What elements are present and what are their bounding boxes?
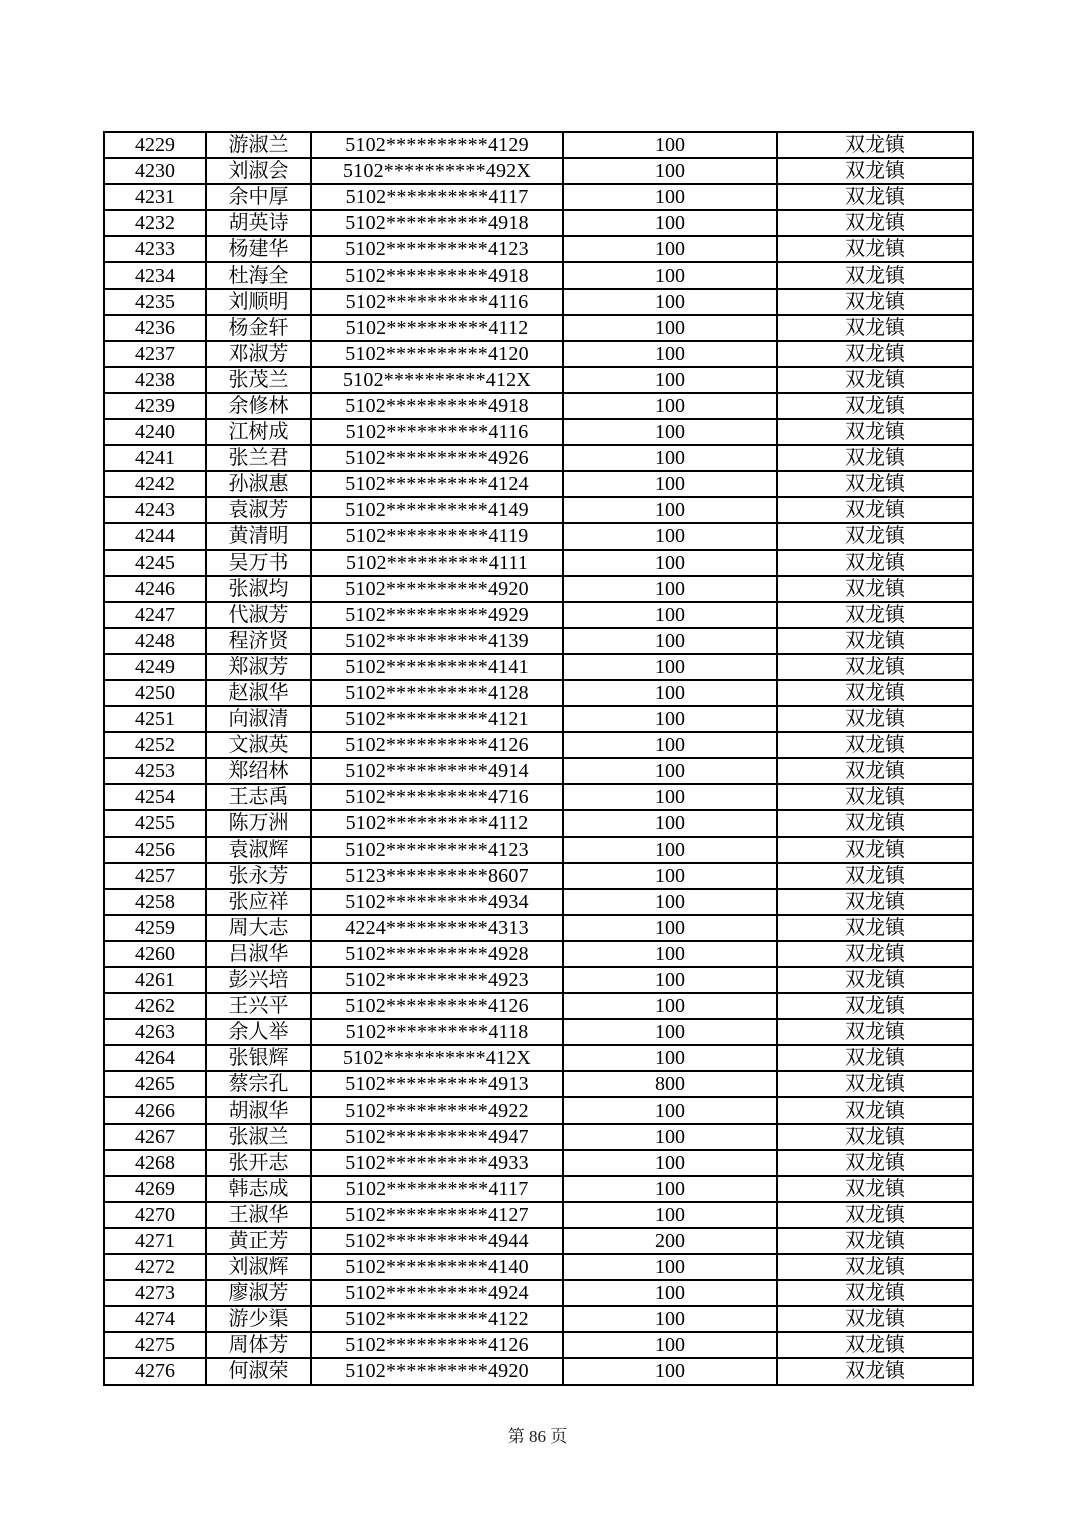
cell-id-number: 5102**********4140 (311, 1254, 563, 1280)
table-row (104, 732, 973, 758)
cell-id-number: 5102**********4933 (311, 1150, 563, 1176)
table-row (104, 1150, 973, 1176)
cell-serial-number: 4262 (104, 993, 206, 1019)
cell-id-number: 5102**********4126 (311, 1332, 563, 1358)
cell-id-number: 5102**********4716 (311, 784, 563, 810)
cell-person-name: 杨金轩 (206, 315, 311, 341)
cell-id-number: 5102**********4913 (311, 1071, 563, 1097)
cell-amount: 100 (563, 210, 777, 236)
cell-serial-number: 4242 (104, 471, 206, 497)
cell-serial-number: 4261 (104, 967, 206, 993)
table-row (104, 184, 973, 210)
table-row (104, 158, 973, 184)
cell-town: 双龙镇 (777, 1202, 973, 1228)
cell-town: 双龙镇 (777, 680, 973, 706)
cell-amount: 100 (563, 967, 777, 993)
cell-person-name: 黄清明 (206, 523, 311, 549)
cell-serial-number: 4236 (104, 315, 206, 341)
cell-serial-number: 4260 (104, 941, 206, 967)
cell-town: 双龙镇 (777, 1071, 973, 1097)
cell-serial-number: 4241 (104, 445, 206, 471)
cell-town: 双龙镇 (777, 1358, 973, 1384)
cell-town: 双龙镇 (777, 419, 973, 445)
cell-amount: 100 (563, 889, 777, 915)
cell-person-name: 蔡宗孔 (206, 1071, 311, 1097)
cell-amount: 100 (563, 132, 777, 158)
cell-person-name: 刘顺明 (206, 289, 311, 315)
cell-id-number: 5102**********4123 (311, 236, 563, 262)
cell-amount: 100 (563, 810, 777, 836)
cell-serial-number: 4268 (104, 1150, 206, 1176)
cell-person-name: 余人举 (206, 1019, 311, 1045)
cell-id-number: 5102**********4929 (311, 602, 563, 628)
cell-serial-number: 4265 (104, 1071, 206, 1097)
table-row (104, 1124, 973, 1150)
cell-id-number: 5102**********4914 (311, 758, 563, 784)
page-footer (0, 1422, 1075, 1447)
cell-person-name: 张兰君 (206, 445, 311, 471)
cell-town: 双龙镇 (777, 1332, 973, 1358)
table-row (104, 550, 973, 576)
cell-amount: 100 (563, 915, 777, 941)
table-row (104, 1332, 973, 1358)
cell-id-number: 5102**********4926 (311, 445, 563, 471)
cell-town: 双龙镇 (777, 706, 973, 732)
cell-person-name: 张应祥 (206, 889, 311, 915)
cell-amount: 100 (563, 654, 777, 680)
cell-amount: 100 (563, 236, 777, 262)
table-row (104, 758, 973, 784)
cell-id-number: 5102**********4918 (311, 262, 563, 288)
cell-town: 双龙镇 (777, 889, 973, 915)
table-row (104, 471, 973, 497)
table-row (104, 1280, 973, 1306)
cell-person-name: 韩志成 (206, 1176, 311, 1202)
table-row (104, 445, 973, 471)
cell-town: 双龙镇 (777, 967, 973, 993)
cell-person-name: 王志禹 (206, 784, 311, 810)
cell-person-name: 程济贤 (206, 628, 311, 654)
cell-person-name: 袁淑芳 (206, 497, 311, 523)
cell-amount: 100 (563, 262, 777, 288)
cell-town: 双龙镇 (777, 810, 973, 836)
cell-person-name: 胡英诗 (206, 210, 311, 236)
cell-id-number: 5102**********4112 (311, 810, 563, 836)
cell-id-number: 5102**********4141 (311, 654, 563, 680)
cell-person-name: 向淑清 (206, 706, 311, 732)
cell-town: 双龙镇 (777, 1019, 973, 1045)
cell-amount: 100 (563, 837, 777, 863)
cell-amount: 100 (563, 289, 777, 315)
cell-serial-number: 4250 (104, 680, 206, 706)
cell-serial-number: 4243 (104, 497, 206, 523)
cell-id-number: 5102**********492X (311, 158, 563, 184)
cell-person-name: 张银辉 (206, 1045, 311, 1071)
cell-town: 双龙镇 (777, 732, 973, 758)
cell-id-number: 5102**********4128 (311, 680, 563, 706)
cell-id-number: 5102**********4117 (311, 1176, 563, 1202)
cell-amount: 100 (563, 184, 777, 210)
table-row (104, 523, 973, 549)
table-body (104, 132, 973, 1385)
cell-amount: 100 (563, 523, 777, 549)
cell-amount: 100 (563, 1150, 777, 1176)
table-row (104, 262, 973, 288)
cell-person-name: 张淑均 (206, 576, 311, 602)
cell-id-number: 5102**********412X (311, 367, 563, 393)
table-row (104, 810, 973, 836)
cell-id-number: 5102**********4127 (311, 1202, 563, 1228)
cell-id-number: 5102**********4116 (311, 289, 563, 315)
cell-serial-number: 4248 (104, 628, 206, 654)
cell-serial-number: 4256 (104, 837, 206, 863)
cell-serial-number: 4231 (104, 184, 206, 210)
cell-person-name: 刘淑辉 (206, 1254, 311, 1280)
cell-id-number: 5102**********4120 (311, 341, 563, 367)
cell-amount: 100 (563, 576, 777, 602)
cell-amount: 100 (563, 863, 777, 889)
cell-amount: 100 (563, 497, 777, 523)
table-row (104, 1228, 973, 1254)
table-row (104, 576, 973, 602)
cell-town: 双龙镇 (777, 1176, 973, 1202)
cell-amount: 100 (563, 1045, 777, 1071)
cell-person-name: 孙淑惠 (206, 471, 311, 497)
cell-person-name: 游淑兰 (206, 132, 311, 158)
cell-serial-number: 4251 (104, 706, 206, 732)
cell-id-number: 5102**********4123 (311, 837, 563, 863)
cell-amount: 100 (563, 1202, 777, 1228)
cell-town: 双龙镇 (777, 158, 973, 184)
cell-amount: 100 (563, 1019, 777, 1045)
cell-town: 双龙镇 (777, 210, 973, 236)
cell-amount: 100 (563, 784, 777, 810)
cell-town: 双龙镇 (777, 654, 973, 680)
cell-id-number: 5102**********4119 (311, 523, 563, 549)
cell-town: 双龙镇 (777, 576, 973, 602)
cell-amount: 100 (563, 445, 777, 471)
cell-town: 双龙镇 (777, 863, 973, 889)
cell-amount: 100 (563, 1332, 777, 1358)
table-row (104, 1358, 973, 1384)
cell-person-name: 王淑华 (206, 1202, 311, 1228)
cell-serial-number: 4275 (104, 1332, 206, 1358)
table-row (104, 367, 973, 393)
cell-town: 双龙镇 (777, 1150, 973, 1176)
cell-amount: 100 (563, 419, 777, 445)
cell-amount: 200 (563, 1228, 777, 1254)
cell-person-name: 廖淑芳 (206, 1280, 311, 1306)
cell-town: 双龙镇 (777, 941, 973, 967)
cell-person-name: 杨建华 (206, 236, 311, 262)
cell-person-name: 余中厚 (206, 184, 311, 210)
cell-town: 双龙镇 (777, 550, 973, 576)
cell-town: 双龙镇 (777, 1228, 973, 1254)
cell-serial-number: 4234 (104, 262, 206, 288)
beneficiary-table (103, 131, 974, 1386)
cell-person-name: 彭兴培 (206, 967, 311, 993)
cell-id-number: 5102**********4924 (311, 1280, 563, 1306)
table-row (104, 837, 973, 863)
table-row (104, 236, 973, 262)
cell-town: 双龙镇 (777, 915, 973, 941)
table-row (104, 132, 973, 158)
cell-amount: 100 (563, 393, 777, 419)
cell-amount: 100 (563, 158, 777, 184)
cell-id-number: 5102**********4923 (311, 967, 563, 993)
table-row (104, 863, 973, 889)
cell-id-number: 5102**********4918 (311, 210, 563, 236)
table-row (104, 210, 973, 236)
cell-person-name: 胡淑华 (206, 1097, 311, 1123)
cell-id-number: 5102**********4928 (311, 941, 563, 967)
cell-amount: 100 (563, 315, 777, 341)
cell-id-number: 5102**********4118 (311, 1019, 563, 1045)
cell-person-name: 代淑芳 (206, 602, 311, 628)
cell-amount: 100 (563, 1124, 777, 1150)
cell-town: 双龙镇 (777, 184, 973, 210)
cell-amount: 100 (563, 628, 777, 654)
cell-town: 双龙镇 (777, 471, 973, 497)
table-row (104, 1045, 973, 1071)
cell-town: 双龙镇 (777, 628, 973, 654)
cell-serial-number: 4257 (104, 863, 206, 889)
cell-serial-number: 4240 (104, 419, 206, 445)
table-row (104, 315, 973, 341)
cell-serial-number: 4274 (104, 1306, 206, 1332)
cell-town: 双龙镇 (777, 262, 973, 288)
table-row (104, 1071, 973, 1097)
cell-town: 双龙镇 (777, 315, 973, 341)
cell-person-name: 何淑荣 (206, 1358, 311, 1384)
cell-id-number: 5102**********4126 (311, 993, 563, 1019)
table-row (104, 1202, 973, 1228)
cell-serial-number: 4238 (104, 367, 206, 393)
cell-person-name: 吴万书 (206, 550, 311, 576)
cell-town: 双龙镇 (777, 236, 973, 262)
table-row (104, 654, 973, 680)
cell-person-name: 文淑英 (206, 732, 311, 758)
table-row (104, 915, 973, 941)
table-row (104, 1306, 973, 1332)
cell-id-number: 5102**********4126 (311, 732, 563, 758)
cell-town: 双龙镇 (777, 289, 973, 315)
cell-serial-number: 4269 (104, 1176, 206, 1202)
cell-town: 双龙镇 (777, 1045, 973, 1071)
cell-id-number: 5102**********4149 (311, 497, 563, 523)
table-row (104, 497, 973, 523)
table-row (104, 993, 973, 1019)
cell-amount: 100 (563, 1176, 777, 1202)
table-row (104, 341, 973, 367)
cell-id-number: 4224**********4313 (311, 915, 563, 941)
cell-town: 双龙镇 (777, 1280, 973, 1306)
cell-person-name: 杜海全 (206, 262, 311, 288)
cell-person-name: 邓淑芳 (206, 341, 311, 367)
cell-person-name: 张茂兰 (206, 367, 311, 393)
cell-amount: 100 (563, 1280, 777, 1306)
cell-amount: 100 (563, 706, 777, 732)
cell-amount: 100 (563, 341, 777, 367)
cell-serial-number: 4230 (104, 158, 206, 184)
cell-town: 双龙镇 (777, 132, 973, 158)
table-row (104, 289, 973, 315)
table-row (104, 941, 973, 967)
cell-person-name: 王兴平 (206, 993, 311, 1019)
cell-id-number: 5102**********4920 (311, 576, 563, 602)
cell-serial-number: 4267 (104, 1124, 206, 1150)
cell-town: 双龙镇 (777, 367, 973, 393)
cell-serial-number: 4245 (104, 550, 206, 576)
cell-id-number: 5102**********4117 (311, 184, 563, 210)
cell-person-name: 赵淑华 (206, 680, 311, 706)
cell-serial-number: 4239 (104, 393, 206, 419)
cell-amount: 100 (563, 471, 777, 497)
cell-serial-number: 4264 (104, 1045, 206, 1071)
cell-amount: 100 (563, 732, 777, 758)
cell-town: 双龙镇 (777, 523, 973, 549)
cell-serial-number: 4263 (104, 1019, 206, 1045)
cell-id-number: 5123**********8607 (311, 863, 563, 889)
cell-amount: 100 (563, 602, 777, 628)
cell-id-number: 5102**********4947 (311, 1124, 563, 1150)
table-row (104, 889, 973, 915)
cell-town: 双龙镇 (777, 393, 973, 419)
cell-amount: 800 (563, 1071, 777, 1097)
cell-town: 双龙镇 (777, 1254, 973, 1280)
cell-id-number: 5102**********4918 (311, 393, 563, 419)
cell-id-number: 5102**********4934 (311, 889, 563, 915)
cell-serial-number: 4272 (104, 1254, 206, 1280)
cell-id-number: 5102**********4121 (311, 706, 563, 732)
cell-town: 双龙镇 (777, 993, 973, 1019)
cell-town: 双龙镇 (777, 1124, 973, 1150)
table-row (104, 1019, 973, 1045)
table-row (104, 967, 973, 993)
cell-id-number: 5102**********4122 (311, 1306, 563, 1332)
cell-id-number: 5102**********4129 (311, 132, 563, 158)
cell-person-name: 刘淑会 (206, 158, 311, 184)
cell-person-name: 游少渠 (206, 1306, 311, 1332)
table-row (104, 1176, 973, 1202)
cell-person-name: 张永芳 (206, 863, 311, 889)
cell-serial-number: 4235 (104, 289, 206, 315)
cell-person-name: 吕淑华 (206, 941, 311, 967)
cell-amount: 100 (563, 941, 777, 967)
cell-amount: 100 (563, 1306, 777, 1332)
cell-id-number: 5102**********4944 (311, 1228, 563, 1254)
cell-person-name: 江树成 (206, 419, 311, 445)
cell-town: 双龙镇 (777, 497, 973, 523)
cell-id-number: 5102**********4112 (311, 315, 563, 341)
table-row (104, 1097, 973, 1123)
cell-id-number: 5102**********4116 (311, 419, 563, 445)
cell-town: 双龙镇 (777, 837, 973, 863)
cell-town: 双龙镇 (777, 1097, 973, 1123)
table-row (104, 602, 973, 628)
cell-person-name: 周大志 (206, 915, 311, 941)
cell-amount: 100 (563, 1097, 777, 1123)
cell-id-number: 5102**********4124 (311, 471, 563, 497)
cell-amount: 100 (563, 550, 777, 576)
cell-town: 双龙镇 (777, 784, 973, 810)
cell-id-number: 5102**********4922 (311, 1097, 563, 1123)
cell-amount: 100 (563, 367, 777, 393)
cell-serial-number: 4276 (104, 1358, 206, 1384)
page-number: 第 86 页 (507, 1427, 568, 1446)
cell-serial-number: 4252 (104, 732, 206, 758)
cell-person-name: 袁淑辉 (206, 837, 311, 863)
cell-amount: 100 (563, 993, 777, 1019)
cell-serial-number: 4266 (104, 1097, 206, 1123)
cell-serial-number: 4237 (104, 341, 206, 367)
cell-serial-number: 4244 (104, 523, 206, 549)
cell-serial-number: 4249 (104, 654, 206, 680)
cell-person-name: 周体芳 (206, 1332, 311, 1358)
cell-serial-number: 4247 (104, 602, 206, 628)
cell-serial-number: 4271 (104, 1228, 206, 1254)
cell-serial-number: 4246 (104, 576, 206, 602)
cell-person-name: 张淑兰 (206, 1124, 311, 1150)
cell-amount: 100 (563, 680, 777, 706)
cell-serial-number: 4270 (104, 1202, 206, 1228)
cell-serial-number: 4232 (104, 210, 206, 236)
cell-serial-number: 4259 (104, 915, 206, 941)
cell-amount: 100 (563, 758, 777, 784)
table-row (104, 680, 973, 706)
cell-serial-number: 4229 (104, 132, 206, 158)
cell-amount: 100 (563, 1254, 777, 1280)
cell-serial-number: 4273 (104, 1280, 206, 1306)
cell-person-name: 余修林 (206, 393, 311, 419)
cell-serial-number: 4258 (104, 889, 206, 915)
cell-serial-number: 4253 (104, 758, 206, 784)
table-row (104, 784, 973, 810)
cell-serial-number: 4255 (104, 810, 206, 836)
cell-amount: 100 (563, 1358, 777, 1384)
cell-id-number: 5102**********4920 (311, 1358, 563, 1384)
cell-id-number: 5102**********4139 (311, 628, 563, 654)
cell-town: 双龙镇 (777, 341, 973, 367)
table-row (104, 419, 973, 445)
table-row (104, 706, 973, 732)
cell-town: 双龙镇 (777, 1306, 973, 1332)
cell-id-number: 5102**********4111 (311, 550, 563, 576)
cell-person-name: 黄正芳 (206, 1228, 311, 1254)
cell-person-name: 郑淑芳 (206, 654, 311, 680)
cell-serial-number: 4254 (104, 784, 206, 810)
table-row (104, 393, 973, 419)
cell-town: 双龙镇 (777, 445, 973, 471)
cell-id-number: 5102**********412X (311, 1045, 563, 1071)
cell-town: 双龙镇 (777, 602, 973, 628)
cell-person-name: 陈万洲 (206, 810, 311, 836)
cell-town: 双龙镇 (777, 758, 973, 784)
cell-serial-number: 4233 (104, 236, 206, 262)
cell-person-name: 张开志 (206, 1150, 311, 1176)
table-row (104, 1254, 973, 1280)
cell-person-name: 郑绍林 (206, 758, 311, 784)
table-row (104, 628, 973, 654)
